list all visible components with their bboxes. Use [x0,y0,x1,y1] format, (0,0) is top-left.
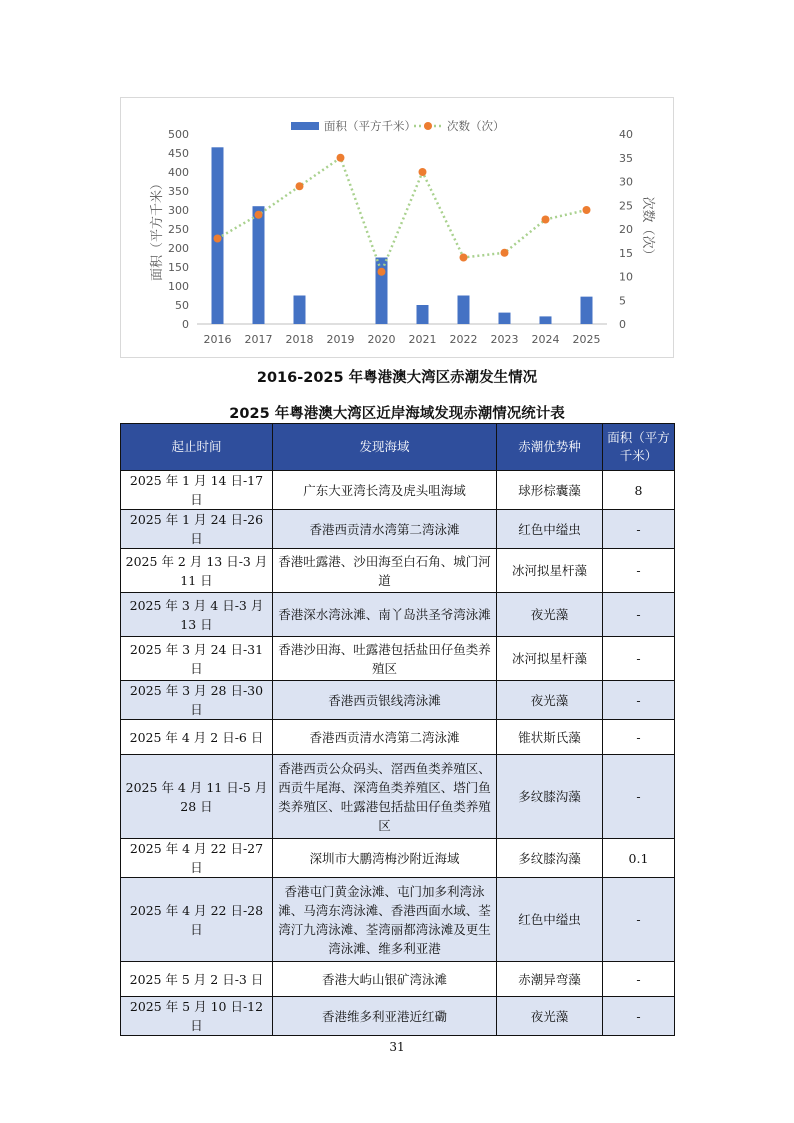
x-tick-label: 2017 [244,333,273,346]
chart-caption: 2016-2025 年粤港澳大湾区赤潮发生情况 [256,370,538,386]
sea-area-cell: 香港西贡银线湾泳滩 [273,681,497,720]
sea-area-cell: 香港深水湾泳滩、南丫岛洪圣爷湾泳滩 [273,593,497,637]
species-cell: 球形棕囊藻 [497,471,603,510]
area-cell: - [603,878,675,962]
y-tick-label: 200 [168,242,189,255]
table-row [121,510,675,549]
y2-axis-title: 次数（次） [640,196,655,262]
data-point [255,211,263,219]
legend-label-count: 次数（次） [447,119,505,133]
table-row [121,755,675,839]
species-cell: 夜光藻 [497,997,603,1036]
data-point [583,206,591,214]
table-title: 2025 年粤港澳大湾区近岸海域发现赤潮情况统计表 [229,406,565,422]
y2-tick-label: 15 [619,246,633,260]
period-cell: 2025 年 1 月 14 日-17 日 [121,471,273,510]
area-cell: 8 [603,471,675,510]
data-point [337,154,345,162]
area-cell: - [603,593,675,637]
header-area-found: 发现海域 [273,424,497,471]
data-point [214,235,222,243]
y-tick-label: 250 [168,223,189,236]
sea-area-cell: 香港西贡清水湾第二湾泳滩 [273,510,497,549]
chart-container [120,97,674,358]
area-cell: - [603,549,675,593]
table-row [121,549,675,593]
y-tick-label: 400 [168,166,189,179]
table-row [121,962,675,997]
table-row [121,997,675,1036]
x-tick-label: 2019 [326,333,355,346]
y-tick-label: 150 [168,261,189,274]
series-line [218,158,587,272]
x-tick-label: 2023 [490,333,519,346]
species-cell: 红色中缢虫 [497,878,603,962]
sea-area-cell: 香港沙田海、吐露港包括盐田仔鱼类养殖区 [273,637,497,681]
header-dominant-species: 赤潮优势种 [497,424,603,471]
bar [581,297,593,324]
page-number: 31 [389,1040,405,1054]
area-cell: - [603,755,675,839]
y2-tick-label: 5 [619,294,626,308]
sea-area-cell: 香港吐露港、沙田海至白石角、城门河道 [273,549,497,593]
data-point [542,216,550,224]
period-cell: 2025 年 4 月 22 日-27 日 [121,839,273,878]
y2-tick-label: 0 [619,318,626,331]
x-tick-label: 2016 [203,333,232,346]
header-period: 起止时间 [121,424,273,471]
y2-tick-label: 40 [619,128,633,141]
table-header-row [121,424,675,471]
y-tick-label: 100 [168,280,189,293]
red-tide-table [120,423,675,1036]
x-tick-label: 2022 [449,333,478,346]
table-row [121,637,675,681]
data-point [460,254,468,262]
period-cell: 2025 年 5 月 10 日-12 日 [121,997,273,1036]
y-tick-label: 350 [168,185,189,198]
y-tick-label: 0 [182,318,189,331]
period-cell: 2025 年 4 月 11 日-5 月 28 日 [121,755,273,839]
x-tick-label: 2024 [531,333,560,346]
table-row [121,681,675,720]
sea-area-cell: 香港屯门黄金泳滩、屯门加多利湾泳滩、马湾东湾泳滩、香港西面水域、荃湾汀九湾泳滩、荃湾丽都湾泳滩及更生湾泳滩、维多利亚港 [273,878,497,962]
y-tick-label: 500 [168,128,189,141]
data-point [419,168,427,176]
bar [253,206,265,324]
x-tick-label: 2018 [285,333,314,346]
period-cell: 2025 年 3 月 24 日-31 日 [121,637,273,681]
table-row [121,471,675,510]
table-row [121,720,675,755]
period-cell: 2025 年 2 月 13 日-3 月 11 日 [121,549,273,593]
legend-marker [424,122,432,130]
bar [417,305,429,324]
species-cell: 红色中缢虫 [497,510,603,549]
species-cell: 冰河拟星杆藻 [497,549,603,593]
sea-area-cell: 广东大亚湾长湾及虎头咀海域 [273,471,497,510]
data-point [296,182,304,190]
legend-label-area: 面积（平方千米） [324,119,416,133]
legend-swatch-bar [291,122,319,130]
species-cell: 多纹膝沟藻 [497,755,603,839]
period-cell: 2025 年 1 月 24 日-26 日 [121,510,273,549]
area-cell: - [603,720,675,755]
y-tick-label: 50 [175,299,189,312]
table-row [121,593,675,637]
data-point [378,268,386,276]
header-area-km2: 面积（平方千米） [603,424,675,471]
y2-tick-label: 30 [619,175,633,189]
period-cell: 2025 年 5 月 2 日-3 日 [121,962,273,997]
table-row [121,878,675,962]
period-cell: 2025 年 3 月 4 日-3 月 13 日 [121,593,273,637]
species-cell: 赤潮异弯藻 [497,962,603,997]
bar [499,313,511,324]
area-cell: 0.1 [603,839,675,878]
sea-area-cell: 香港维多利亚港近红磡 [273,997,497,1036]
species-cell: 多纹膝沟藻 [497,839,603,878]
combo-chart [121,98,675,359]
bar [376,258,388,325]
area-cell: - [603,637,675,681]
y-tick-label: 300 [168,204,189,217]
x-tick-label: 2021 [408,333,437,346]
x-tick-label: 2025 [572,333,601,346]
y2-tick-label: 10 [619,270,633,284]
y-axis-title: 面积（平方千米） [150,176,165,282]
area-cell: - [603,510,675,549]
y2-tick-label: 35 [619,151,633,165]
area-cell: - [603,681,675,720]
x-tick-label: 2020 [367,333,396,346]
species-cell: 夜光藻 [497,681,603,720]
bar [540,316,552,324]
sea-area-cell: 香港西贡清水湾第二湾泳滩 [273,720,497,755]
period-cell: 2025 年 4 月 22 日-28 日 [121,878,273,962]
sea-area-cell: 香港西贡公众码头、滘西鱼类养殖区、西贡牛尾海、深湾鱼类养殖区、塔门鱼类养殖区、吐露港包括盐田仔鱼类养殖区 [273,755,497,839]
period-cell: 2025 年 4 月 2 日-6 日 [121,720,273,755]
y-tick-label: 450 [168,147,189,160]
area-cell: - [603,997,675,1036]
y2-tick-label: 25 [619,199,633,213]
bar [294,296,306,325]
period-cell: 2025 年 3 月 28 日-30 日 [121,681,273,720]
species-cell: 冰河拟星杆藻 [497,637,603,681]
sea-area-cell: 香港大屿山银矿湾泳滩 [273,962,497,997]
species-cell: 锥状斯氏藻 [497,720,603,755]
sea-area-cell: 深圳市大鹏湾梅沙附近海域 [273,839,497,878]
bar [458,296,470,325]
species-cell: 夜光藻 [497,593,603,637]
data-point [501,249,509,257]
table-row [121,839,675,878]
area-cell: - [603,962,675,997]
y2-tick-label: 20 [619,223,633,236]
